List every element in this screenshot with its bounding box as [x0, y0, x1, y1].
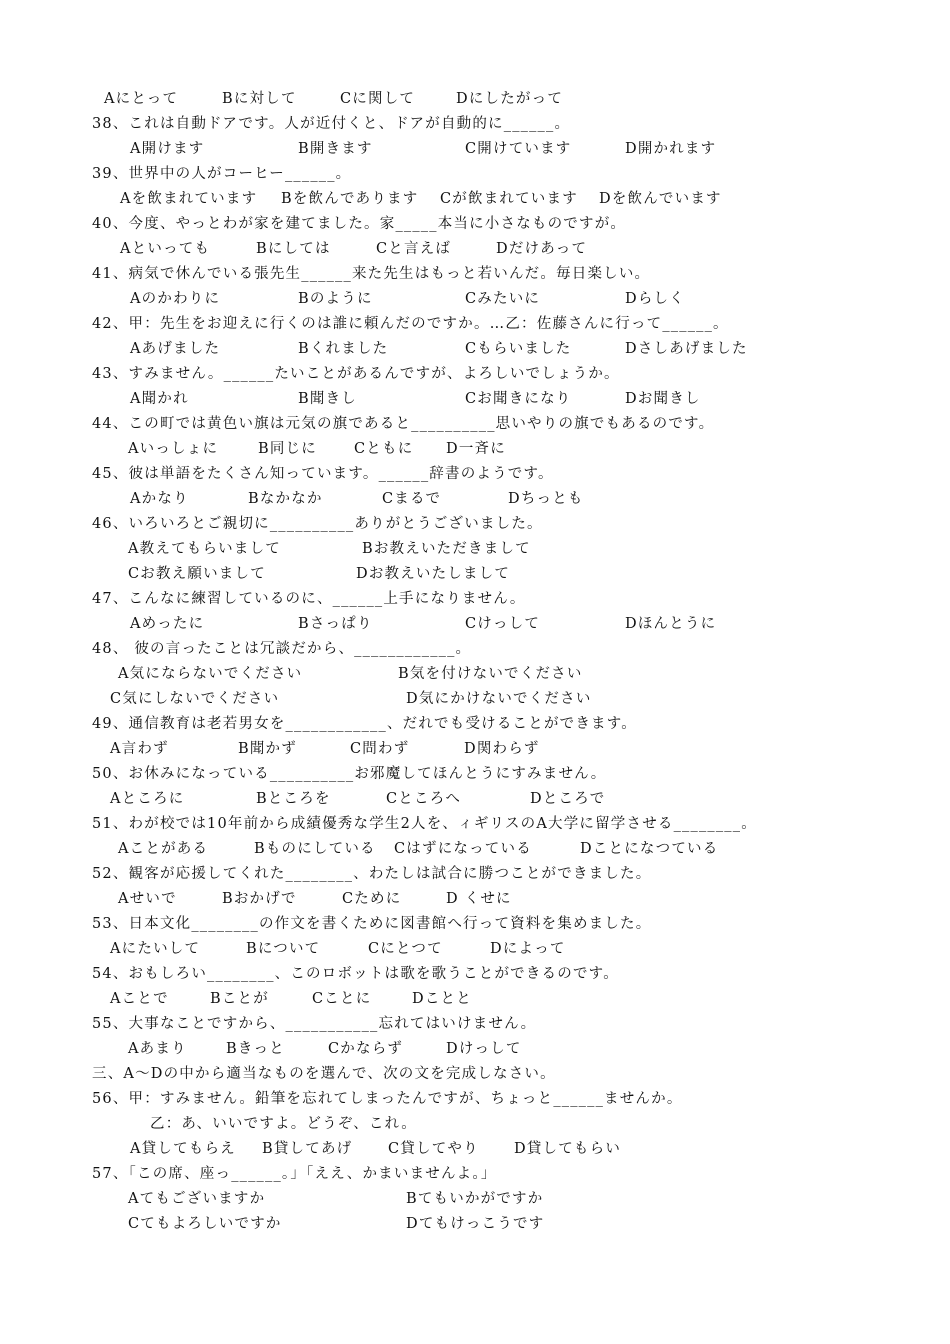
answer-option: Aのかわりに: [130, 291, 221, 307]
answer-option: Aところに: [110, 791, 185, 807]
answer-option: Cにとつて: [368, 941, 443, 957]
answer-option: Dほんとうに: [625, 616, 717, 632]
question-text: 44、この町では黄色い旗は元気の旗であると__________思いやりの旗でもあるのです。: [92, 416, 715, 432]
answer-option: Aあまり: [128, 1041, 187, 1057]
question-text: 51、わが校では10年前から成績優秀な学生2人を、ィギリスのA大学に留学させる________。: [92, 816, 757, 832]
question-text: 48、 彼の言ったことは冗談だから、____________。: [92, 641, 472, 657]
answer-option: Cところへ: [386, 791, 462, 807]
question-text: 47、こんなに練習しているのに、______上手になりません。: [92, 591, 526, 607]
answer-option: Bに対して: [222, 91, 297, 107]
answer-option: D一斉に: [446, 441, 506, 457]
answer-option: Cともに: [354, 441, 414, 457]
answer-option: Cが飲まれています: [440, 191, 578, 207]
answer-option: Dところで: [530, 791, 606, 807]
answer-option: Dてもけっこうです: [406, 1216, 545, 1232]
answer-option: D貸してもらい: [514, 1141, 622, 1157]
answer-option: B聞きし: [298, 391, 357, 407]
answer-option: Aかなり: [130, 491, 189, 507]
answer-option: Dだけあって: [496, 241, 588, 257]
answer-option: Cお教え願いまして: [128, 566, 266, 582]
question-text: 41、病気で休んでいる張先生______来た先生はもっと若いんだ。毎日楽しい。: [92, 266, 651, 282]
answer-option: Dちっとも: [508, 491, 584, 507]
question-text: 50、お休みになっている__________お邪魔してほんとうにすみません。: [92, 766, 607, 782]
answer-option: Aめったに: [130, 616, 205, 632]
question-text: 54、おもしろい________、このロボットは歌を歌うことができるのです。: [92, 966, 619, 982]
question-text: 43、すみません。______たいことがあるんですが、よろしいでしょうか。: [92, 366, 620, 382]
answer-option: Aいっしょに: [128, 441, 219, 457]
answer-option: A気にならないでください: [118, 666, 303, 682]
question-text: 45、彼は単語をたくさん知っています。______辞書のようです。: [92, 466, 554, 482]
answer-option: Cかならず: [328, 1041, 404, 1057]
answer-option: Aことで: [110, 991, 169, 1007]
answer-option: Dけっして: [446, 1041, 522, 1057]
question-text: 57、「この席、座っ______。」「ええ、かまいませんよ。」: [92, 1166, 497, 1182]
answer-option: C開けています: [465, 141, 572, 157]
answer-option: B開きます: [298, 141, 373, 157]
answer-option: B同じに: [258, 441, 317, 457]
answer-option: Bきっと: [226, 1041, 285, 1057]
answer-option: Cお聞きになり: [465, 391, 572, 407]
answer-option: Bてもいかがですか: [406, 1191, 544, 1207]
answer-option: Aにたいして: [110, 941, 201, 957]
answer-option: B気を付けないでください: [398, 666, 583, 682]
answer-option: Dことになつている: [580, 841, 719, 857]
answer-option: Bのように: [298, 291, 373, 307]
answer-option: C貸してやり: [388, 1141, 479, 1157]
answer-option: D関わらず: [464, 741, 540, 757]
answer-option: Aことがある: [118, 841, 209, 857]
answer-option: B聞かず: [238, 741, 297, 757]
question-text: 46、いろいろとご親切に__________ありがとうございました。: [92, 516, 543, 532]
answer-option: Cもらいました: [465, 341, 572, 357]
answer-option: Bさっぱり: [298, 616, 373, 632]
answer-option: A言わず: [110, 741, 169, 757]
question-text: 乙：あ、いいですよ。どうぞ、これ。: [150, 1116, 417, 1132]
question-text: 40、今度、やっとわが家を建てました。家_____本当に小さなものですが。: [92, 216, 627, 232]
answer-option: D気にかけないでください: [406, 691, 592, 707]
question-text: 56、甲：すみません。鉛筆を忘れてしまったんですが、ちょっと______ませんか。: [92, 1091, 683, 1107]
answer-option: Dさしあげました: [625, 341, 748, 357]
answer-option: Bものにしている: [254, 841, 376, 857]
answer-option: Cはずになっている: [394, 841, 532, 857]
answer-option: A聞かれ: [130, 391, 189, 407]
answer-option: Dお聞きし: [625, 391, 701, 407]
answer-option: D くせに: [446, 891, 512, 907]
question-text: 49、通信教育は老若男女を____________、だれでも受けることができます。: [92, 716, 637, 732]
answer-option: Dお教えいたしまして: [356, 566, 511, 582]
question-text: 55、大事なことですから、___________忘れてはいけません。: [92, 1016, 537, 1032]
answer-option: Cに関して: [340, 91, 416, 107]
answer-option: Cために: [342, 891, 402, 907]
answer-option: Dことと: [412, 991, 472, 1007]
answer-option: Aにとって: [104, 91, 179, 107]
answer-option: Bことが: [210, 991, 269, 1007]
answer-option: Bについて: [246, 941, 321, 957]
answer-option: Cことに: [312, 991, 372, 1007]
answer-option: Dにしたがって: [456, 91, 564, 107]
answer-option: Bを飲んであります: [281, 191, 419, 207]
answer-option: Aてもございますか: [128, 1191, 266, 1207]
answer-option: Cみたいに: [465, 291, 541, 307]
answer-option: Bくれました: [298, 341, 389, 357]
answer-option: Aせいで: [118, 891, 177, 907]
answer-option: Cけっして: [465, 616, 541, 632]
answer-option: Dを飲んでいます: [599, 191, 722, 207]
answer-option: Aを飲まれています: [120, 191, 258, 207]
answer-option: Bお教えいただきまして: [362, 541, 531, 557]
answer-option: D開かれます: [625, 141, 717, 157]
answer-option: B貸してあげ: [262, 1141, 353, 1157]
answer-option: Bところを: [256, 791, 331, 807]
question-text: 42、甲：先生をお迎えに行くのは誰に頼んだのですか。…乙：佐藤さんに行って______。: [92, 316, 729, 332]
answer-option: Bにしては: [256, 241, 331, 257]
question-text: 53、日本文化________の作文を書くために図書館へ行って資料を集めました。: [92, 916, 652, 932]
answer-option: C気にしないでください: [110, 691, 280, 707]
answer-option: C問わず: [350, 741, 410, 757]
answer-option: A貸してもらえ: [130, 1141, 236, 1157]
answer-option: Dによって: [490, 941, 566, 957]
question-text: 三、A～Dの中から適当なものを選んで、次の文を完成しなさい。: [92, 1066, 556, 1082]
answer-option: Cと言えば: [376, 241, 452, 257]
question-text: 39、世界中の人がコーヒー______。: [92, 166, 352, 182]
answer-option: A開けます: [130, 141, 205, 157]
answer-option: Cてもよろしいですか: [128, 1216, 282, 1232]
answer-option: Bおかげで: [222, 891, 297, 907]
question-text: 52、観客が応援してくれた________、わたしは試合に勝つことができました。: [92, 866, 652, 882]
answer-option: A教えてもらいまして: [128, 541, 281, 557]
answer-option: Aといっても: [120, 241, 211, 257]
answer-option: Dらしく: [625, 291, 685, 307]
question-text: 38、これは自動ドアです。人が近付くと、ドアが自動的に______。: [92, 116, 571, 132]
answer-option: Cまるで: [382, 491, 442, 507]
answer-option: Aあげました: [130, 341, 221, 357]
answer-option: Bなかなか: [248, 491, 323, 507]
